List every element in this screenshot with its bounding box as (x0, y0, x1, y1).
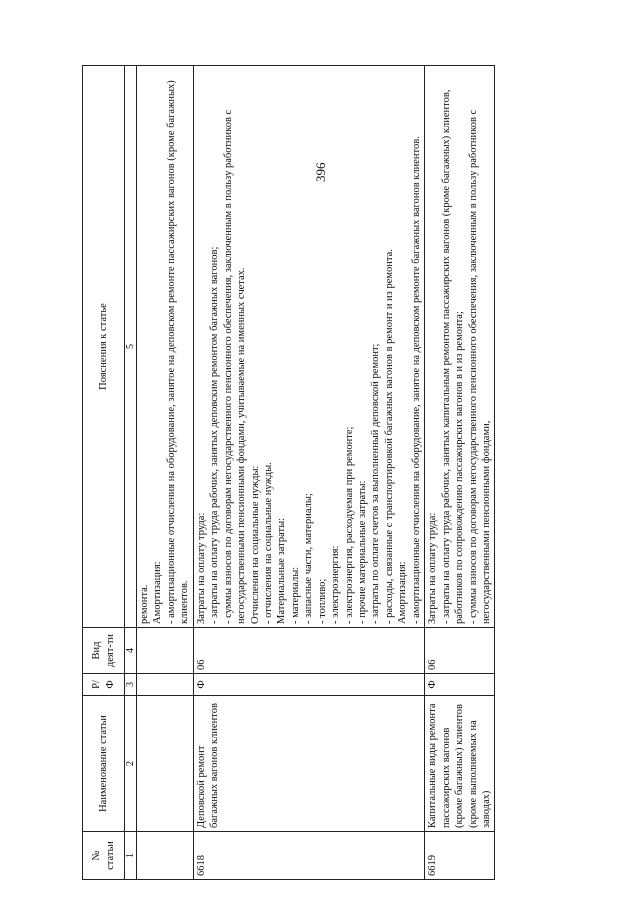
explanation-line: - затраты по оплате счетов за выполненный деповской ремонт; (370, 343, 382, 624)
explanation-line: - электроэнергия, расходуемая при ремонте; (343, 426, 355, 624)
item-activity-type: 06 (193, 628, 424, 674)
explanation-line: - топливо; (316, 578, 328, 624)
item-name: Капитальные виды ремонта пассажирских вагонов (кроме багажных) клиентов (кроме выполняемых на заводах) (425, 696, 495, 832)
explanation-line: - суммы взносов по договорам негосударственного пенсионного обеспечения, заключенным в пользу работников с негосударственными пенсионными фондами, учитываемые на именных счетах. (222, 109, 248, 624)
explanation-line: Отчисления на социальные нужды: (249, 465, 261, 624)
cost-items-table (82, 65, 495, 880)
column-number: 3 (125, 674, 137, 696)
explanation-line: ремонта. (139, 584, 150, 624)
header-item-name: Наименование статьи (83, 696, 125, 832)
item-rf: Ф (425, 674, 495, 696)
table-row (137, 66, 194, 880)
item-activity-type: 06 (425, 628, 495, 674)
explanation-line: Амортизация: (397, 561, 409, 624)
explanation-line: - прочие материальные затраты: (357, 480, 368, 624)
item-rf (137, 674, 194, 696)
item-name: Деповской ремонт багажных вагонов клиентов (193, 696, 424, 832)
explanation-line: - суммы взносов по договорам негосударственного пенсионного обеспечения, заключенным в пользу работников с негосударственными пенсионными фондами, (467, 109, 492, 624)
header-rf: Р/ Ф (83, 674, 125, 696)
header-explanations: Пояснения к статье (83, 66, 125, 628)
item-number: 6618 (193, 832, 424, 880)
item-name (137, 696, 194, 832)
explanation-line: Затраты на оплату труда: (195, 512, 207, 624)
table-row (193, 66, 424, 880)
header-activity-type: Вид деят-ти (83, 628, 125, 674)
explanation-line: - запасные части, материалы; (303, 493, 315, 624)
item-number (137, 832, 194, 880)
item-explanation (193, 66, 424, 628)
explanation-line: - амортизационные отчисления на оборудование, занятое на деповском ремонте пассажирских вагонов (кроме багажных) клиентов. (165, 80, 191, 624)
column-number: 5 (125, 66, 137, 628)
column-number: 1 (125, 832, 137, 880)
rotated-page-content (82, 65, 587, 880)
column-number-row (125, 66, 137, 880)
explanation-line: Материальные затраты: (276, 517, 288, 624)
header-item-number: № статьи (83, 832, 125, 880)
explanation-line: - отчисления на социальные нужды. (262, 462, 274, 624)
column-number: 4 (125, 628, 137, 674)
explanation-line: - амортизационные отчисления на оборудование, занятое на деповском ремонте багажных вагонов клиентов. (410, 136, 422, 624)
item-rf: Ф (193, 674, 424, 696)
table-header-row (83, 66, 125, 880)
explanation-line: Затраты на оплату труда: (427, 512, 439, 624)
explanation-line: - затраты на оплату труда рабочих, занятых капитальным ремонтом пассажирских вагонов (кроме багажных) клиентов, работников по сопровождению пассажирских вагонов в и из ремонта; (440, 89, 466, 624)
explanation-line: - расходы, связанные с транспортировкой багажных вагонов в ремонт и из ремонта. (383, 249, 395, 624)
item-explanation (137, 66, 194, 628)
table-row (425, 66, 495, 880)
explanation-line: - затраты на оплату труда рабочих, занятых деповским ремонтом багажных вагонов; (209, 246, 221, 624)
item-explanation (425, 66, 495, 628)
item-number: 6619 (425, 832, 495, 880)
page-number: 396 (313, 162, 328, 182)
column-number: 2 (125, 696, 137, 832)
explanation-line: - материалы: (289, 566, 301, 624)
explanation-line: Амортизация: (152, 561, 164, 624)
explanation-line: - электроэнергия: (330, 545, 342, 624)
item-activity-type (137, 628, 194, 674)
